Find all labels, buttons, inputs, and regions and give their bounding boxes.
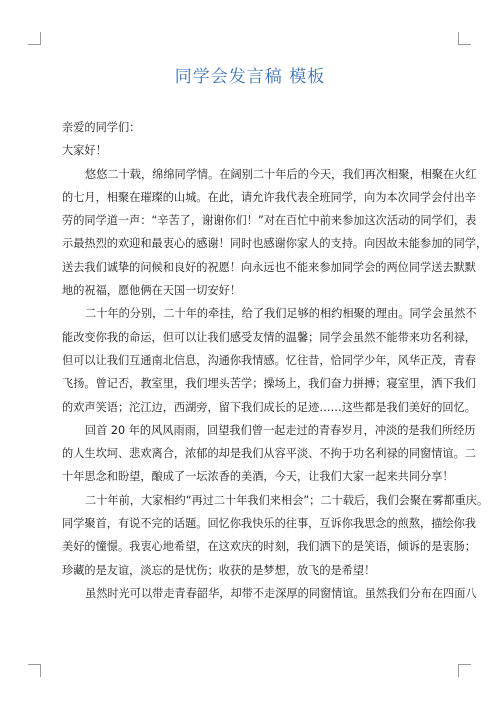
paragraph-4-line: 同学聚首，有说不完的话题。回忆你我快乐的往事，互诉你我思念的煎熬，描绘你我 <box>62 517 476 531</box>
page-corner-mark-top-right <box>458 32 471 45</box>
paragraph-4-line: 美好的憧憬。我衷心地希望，在这欢庆的时刻，我们洒下的是笑语，倾诉的是衷肠； <box>62 540 476 554</box>
paragraph-1-line: 的七月，相聚在璀璨的山城。在此，请允许我代表全班同学，向为本次同学会付出辛 <box>62 190 476 204</box>
paragraph-3-line: 的人生坎坷、悲欢离合，浓郁的却是我们从容平淡、不拘于功名利禄的同窗情谊。二 <box>62 447 476 461</box>
paragraph-1-line: 地的祝福，愿他俩在天国一切安好！ <box>62 284 242 298</box>
paragraph-2-line: 飞扬。曾记否，教室里，我们埋头苦学；操场上，我们奋力拼搏；寝室里，洒下我们 <box>62 377 476 391</box>
greeting-line: 大家好！ <box>62 144 107 158</box>
page-corner-mark-bottom-left <box>28 664 41 677</box>
paragraph-1-line: 劳的同学道一声：“辛苦了，谢谢你们！”对在百忙中前来参加这次活动的同学们，表 <box>62 214 477 228</box>
paragraph-2-line: 二十年的分别，二十年的牵挂，给了我们足够的相约相聚的理由。同学会虽然不 <box>85 307 477 321</box>
page-corner-mark-top-left <box>28 32 41 45</box>
paragraph-2-line: 但可以让我们互通南北信息，沟通你我情感。忆往昔，恰同学少年，风华正茂，青春 <box>62 353 476 367</box>
paragraph-2-line: 的欢声笑语；沱江边，西湖旁，留下我们成长的足迹……这些都是我们美好的回忆。 <box>62 400 476 414</box>
paragraph-4-line: 二十年前，大家相约“再过二十年我们来相会”；二十载后，我们会聚在雾都重庆。 <box>85 493 489 507</box>
paragraph-3-line: 回首 20 年的风风雨雨，回望我们曾一起走过的青春岁月，冲淡的是我们所经历 <box>85 423 476 437</box>
document-title: 同学会发言稿 模板 <box>174 67 326 87</box>
paragraph-4-line: 珍藏的是友谊，淡忘的是忧伤；收获的是梦想，放飞的是希望！ <box>62 563 376 577</box>
page-corner-mark-bottom-right <box>458 664 471 677</box>
paragraph-3-line: 十年思念和盼望，酿成了一坛浓香的美酒，今天，让我们大家一起来共同分享！ <box>62 470 454 484</box>
paragraph-2-line: 能改变你我的命运，但可以让我们感受友情的温馨；同学会虽然不能带来功名利禄， <box>62 330 476 344</box>
paragraph-5-line: 虽然时光可以带走青春韶华，却带不走深厚的同窗情谊。虽然我们分布在四面八 <box>85 586 477 600</box>
paragraph-1-line: 送去我们诚挚的问候和良好的祝愿！向永远也不能来参加同学会的两位同学送去默默 <box>62 260 476 274</box>
document-body <box>62 116 489 605</box>
salutation-line: 亲爱的同学们： <box>62 121 141 134</box>
paragraph-1-line: 悠悠二十载，绵绵同学情。在阔别二十年后的今天，我们再次相聚，相聚在火红 <box>85 167 477 181</box>
paragraph-1-line: 示最热烈的欢迎和最衷心的感谢！同时也感谢你家人的支持。向因故未能参加的同学， <box>62 237 488 251</box>
